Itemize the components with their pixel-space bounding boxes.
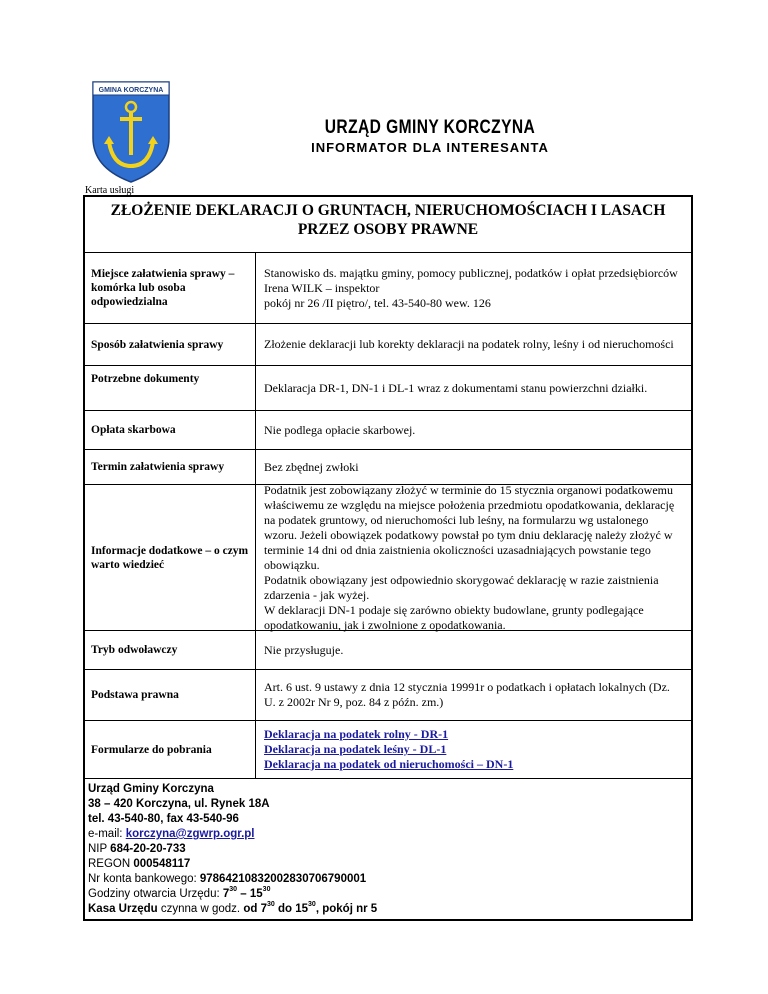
row-method <box>85 323 691 365</box>
row-value: Nie przysługuje. <box>264 642 344 657</box>
row-label: Termin załatwienia sprawy <box>85 450 256 484</box>
cash-desk-line: Kasa Urzędu czynna w godz. od $7^{30}$ do $15^{30}$, pokój nr 5 <box>88 901 378 915</box>
row-value: Stanowisko ds. majątku gminy, pomocy publicznej, podatków i opłat przedsiębiorców Irena WILK – inspektor pokój nr 26 /II piętro/, tel. 43-540-80 wew. 126 <box>264 265 678 310</box>
row-label: Formularze do pobrania <box>85 721 256 778</box>
regon-line: REGON 000548117 <box>88 858 191 870</box>
row-label: Informacje dodatkowe – o czym warto wiedzieć <box>85 485 256 630</box>
email-link[interactable]: korczyna@zgwrp.ogr.pl <box>125 828 255 840</box>
form-link-dr1[interactable]: Deklaracja na podatek rolny - DR-1 <box>264 727 449 741</box>
row-appeal <box>85 630 691 669</box>
nip-line: NIP 684-20-20-733 <box>88 843 186 855</box>
row-forms <box>85 720 691 778</box>
row-label: Potrzebne dokumenty <box>85 366 256 410</box>
service-card <box>83 195 693 921</box>
row-value: Bez zbędnej zwłoki <box>264 459 359 474</box>
card-title: ZŁOŻENIE DEKLARACJI O GRUNTACH, NIERUCHOMOŚCIACH I LASACH PRZEZ OSOBY PRAWNE <box>85 197 691 253</box>
row-documents <box>85 365 691 410</box>
row-label: Opłata skarbowa <box>85 411 256 449</box>
office-address: 38 – 420 Korczyna, ul. Rynek 18A <box>88 798 270 810</box>
email-line: e-mail: korczyna@zgwrp.ogr.pl <box>88 828 255 840</box>
row-place <box>85 253 691 323</box>
forms-links <box>256 721 691 778</box>
form-link-dl1[interactable]: Deklaracja na podatek leśny - DL-1 <box>264 742 447 756</box>
row-label: Tryb odwoławczy <box>85 631 256 669</box>
row-label: Sposób załatwienia sprawy <box>85 324 256 365</box>
row-value: Art. 6 ust. 9 ustawy z dnia 12 stycznia 19991r o podatkach i opłatach lokalnych (Dz. U. z 2002r Nr 9, poz. 84 z późn. zm.) <box>264 680 670 709</box>
opening-hours-line: Godziny otwarcia Urzędu: $7^{30} - 15^{30}$ <box>88 886 271 900</box>
row-label: Miejsce załatwienia sprawy – komórka lub osoba odpowiedzialna <box>85 253 256 323</box>
row-deadline <box>85 449 691 484</box>
row-value: Złożenie deklaracji lub korekty deklaracji na podatek rolny, leśny i od nieruchomości <box>264 337 674 351</box>
bank-account-line: Nr konta bankowego: 97864210832002830706790001 <box>88 873 367 885</box>
office-name: Urząd Gminy Korczyna <box>88 783 214 795</box>
row-legal-basis <box>85 669 691 720</box>
row-label: Podstawa prawna <box>85 670 256 720</box>
row-fee <box>85 410 691 449</box>
form-link-dn1[interactable]: Deklaracja na podatek od nieruchomości – DN-1 <box>264 757 514 771</box>
card-label: Karta usługi <box>85 185 135 196</box>
office-contact-footer <box>85 778 691 919</box>
svg-text:GMINA KORCZYNA: GMINA KORCZYNA <box>98 87 164 94</box>
office-phone: tel. 43-540-80, fax 43-540-96 <box>88 813 239 825</box>
row-value: Podatnik jest zobowiązany złożyć w terminie do 15 stycznia organowi podatkowemu właściwemu ze względu na miejsce położenia przedmiotu opodatkowania, deklarację na podatek gruntowy, od nieruchomości lub leśny, na formularzu wg ustalonego wzoru. Jeżeli obowiązek podatkowy powstał po tym dniu deklarację należy złożyć w terminie 14 dni od dnia zaistnienia okoliczności uzasadniających powstanie tego obowiązku. Podatnik obowiązany jest odpowiednio skorygować deklarację w razie zaistnienia zdarzenia - jak wyżej. W deklaracji DN-1 podaje się zarówno obiekty budowlane, grunty podlegające opodatkowaniu, jak i zwolnione z opodatkowania. <box>264 482 675 632</box>
coat-of-arms-logo <box>91 80 171 184</box>
row-value: Nie podlega opłacie skarbowej. <box>264 422 416 437</box>
office-title: URZĄD GMINY KORCZYNA <box>324 117 536 138</box>
row-value: Deklaracja DR-1, DN-1 i DL-1 wraz z dokumentami stanu powierzchni działki. <box>264 380 648 395</box>
informator-subtitle: INFORMATOR DLA INTERESANTA <box>311 140 549 155</box>
row-additional-info <box>85 484 691 630</box>
